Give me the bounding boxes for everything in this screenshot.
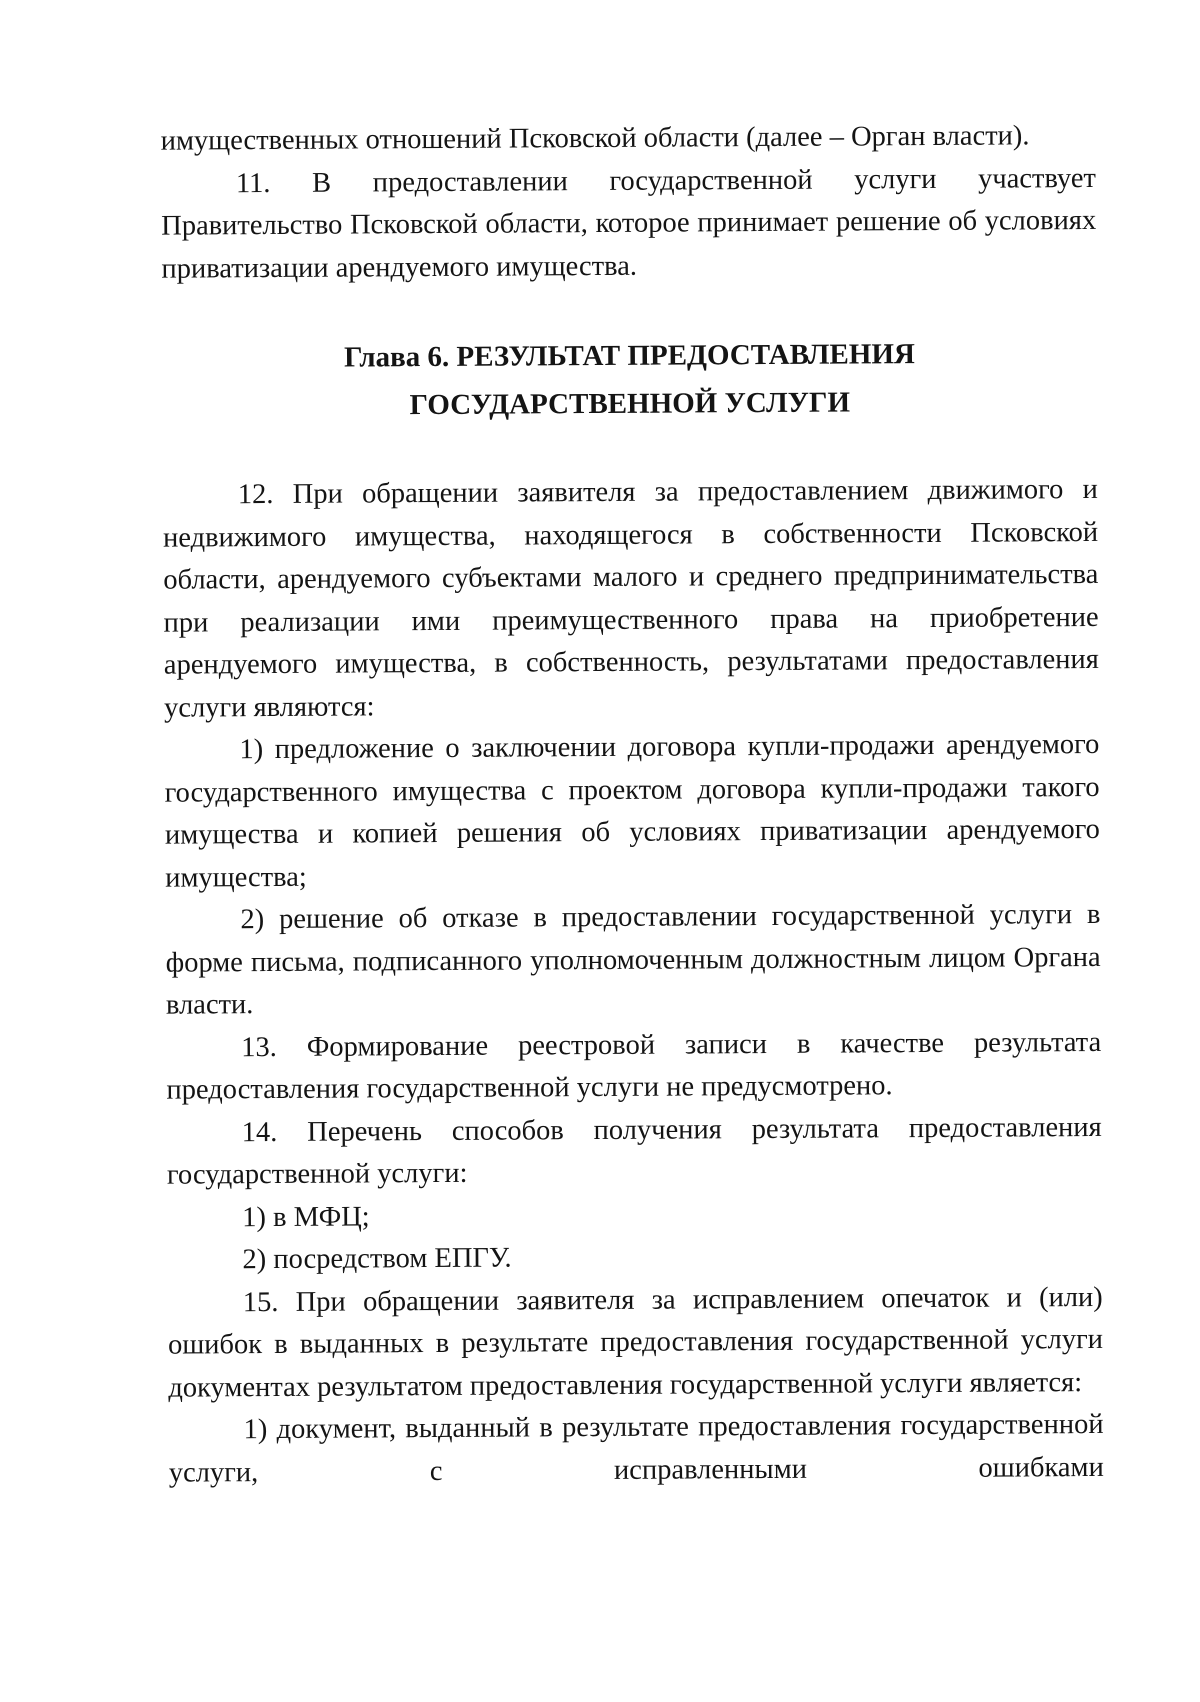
paragraph-12-item-1: 1) предложение о заключении договора купли-продажи арендуемого государственного имущества с проектом договора купли-продажи такого имущества и копией решения об условиях приватизации арендуемого имущества;	[164, 728, 1100, 894]
paragraph-14-item-2: 2) посредством ЕПГУ.	[242, 1242, 512, 1276]
paragraph-15: 15. При обращении заявителя за исправлением опечаток и (или) ошибок в выданных в результате предоставления государственной услуги документах результатом предоставления государственной услуги является:	[167, 1281, 1104, 1404]
chapter-heading-line-2: ГОСУДАРСТВЕННОЙ УСЛУГИ	[409, 386, 851, 422]
chapter-heading	[162, 329, 1098, 431]
paragraph-12-item-2: 2) решение об отказе в предоставлении государственной услуги в форме письма, подписанного уполномоченным должностным лицом Органа власти.	[165, 898, 1101, 1021]
paragraph-13: 13. Формирование реестровой записи в качестве результата предоставления государственной услуги не предусмотрено.	[166, 1026, 1102, 1106]
document-body	[161, 115, 1104, 1495]
paragraph-15-item-1: 1) документ, выданный в результате предоставления государственной услуги, с исправленными ошибками	[168, 1408, 1104, 1489]
paragraph-continuation: имущественных отношений Псковской области (далее – Орган власти).	[160, 120, 1030, 157]
paragraph-12: 12. При обращении заявителя за предоставлением движимого и недвижимого имущества, находящегося в собственности Псковской области, арендуемого субъектами малого и среднего предпринимательства при реализации ими преимущественного права на приобретение арендуемого имущества, в собственность, результатами предоставления услуги являются:	[162, 473, 1099, 724]
chapter-heading-line-1: Глава 6. РЕЗУЛЬТАТ ПРЕДОСТАВЛЕНИЯ	[343, 338, 915, 374]
paragraph-14: 14. Перечень способов получения результата предоставления государственной услуги:	[166, 1111, 1102, 1191]
paragraph-14-item-1: 1) в МФЦ;	[242, 1200, 370, 1233]
paragraph-11: 11. В предоставлении государственной услуги участвует Правительство Псковской области, которое принимает решение об условиях приватизации арендуемого имущества.	[161, 162, 1097, 285]
